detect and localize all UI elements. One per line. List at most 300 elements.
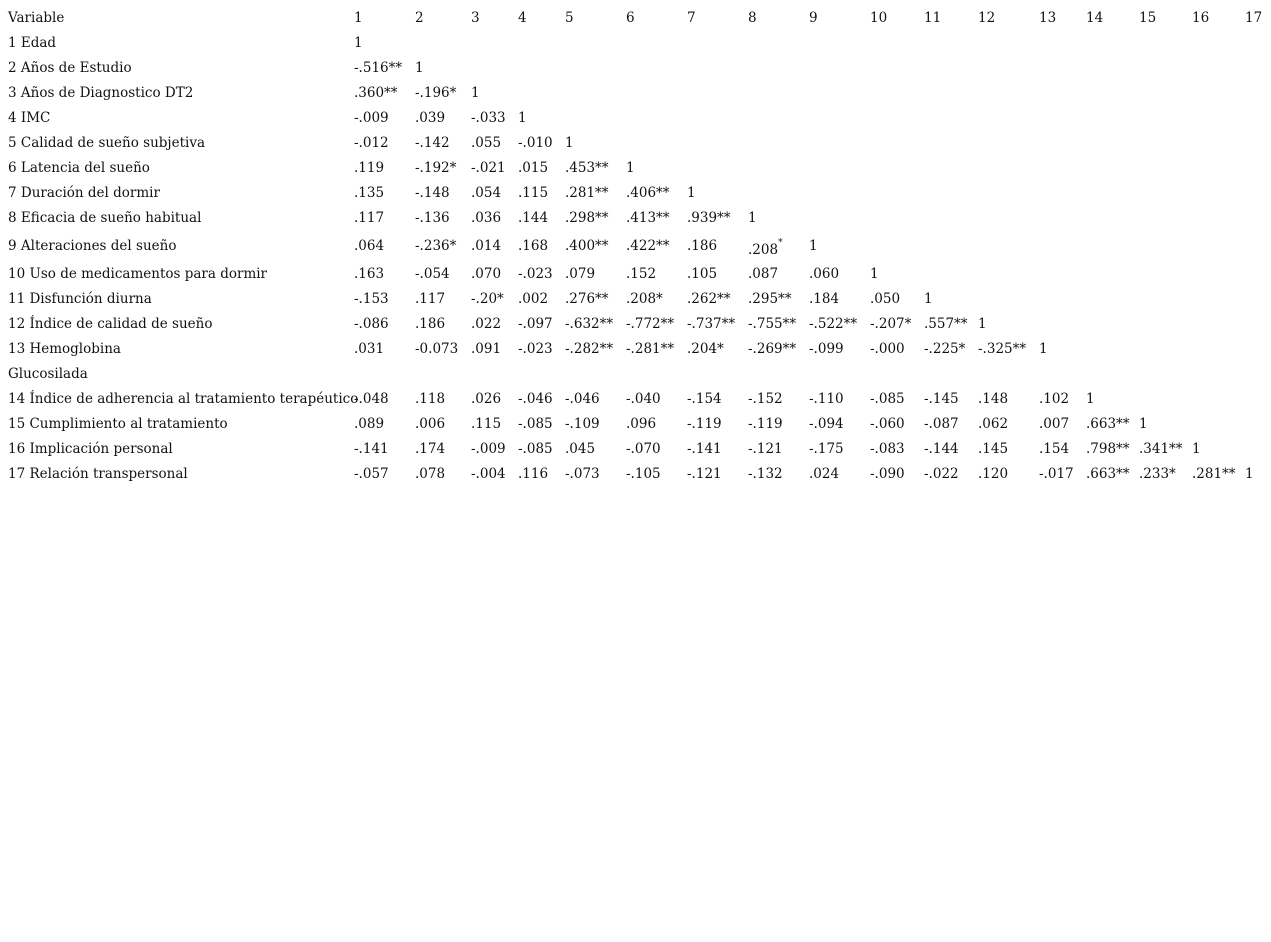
correlation-value: -.281** — [626, 340, 675, 357]
empty-cell — [870, 361, 924, 386]
row-label: 1 Edad — [8, 34, 57, 51]
empty-cell — [1245, 286, 1271, 311]
empty-cell — [626, 130, 687, 155]
empty-cell — [1245, 30, 1271, 55]
empty-cell — [1245, 205, 1271, 230]
empty-cell — [1245, 105, 1271, 130]
correlation-value: -.033 — [471, 109, 506, 126]
empty-cell — [1086, 286, 1139, 311]
row-label: 6 Latencia del sueño — [8, 159, 150, 176]
empty-cell — [518, 30, 565, 55]
empty-cell — [1245, 155, 1271, 180]
correlation-value: -.009 — [471, 440, 506, 457]
header-cell: 5 — [565, 9, 574, 26]
empty-cell — [1245, 80, 1271, 105]
correlation-value: -.087 — [924, 415, 959, 432]
correlation-value: .050 — [870, 290, 901, 307]
correlation-value: .120 — [978, 465, 1009, 482]
correlation-value: 1 — [687, 184, 696, 201]
correlation-value: 1 — [1245, 465, 1254, 482]
correlation-value: -.060 — [870, 415, 905, 432]
correlation-value: .208* — [748, 237, 783, 258]
correlation-value: -.152 — [748, 390, 783, 407]
empty-cell — [870, 55, 924, 80]
correlation-value: -.109 — [565, 415, 600, 432]
correlation-value: .453** — [565, 159, 609, 176]
correlation-value: .663** — [1086, 465, 1130, 482]
empty-cell — [924, 80, 978, 105]
empty-cell — [626, 55, 687, 80]
empty-cell — [565, 361, 626, 386]
correlation-value: .116 — [518, 465, 549, 482]
empty-cell — [1139, 155, 1192, 180]
empty-cell — [1086, 130, 1139, 155]
correlation-value: -.110 — [809, 390, 844, 407]
empty-cell — [1192, 411, 1245, 436]
correlation-value: -.119 — [687, 415, 722, 432]
correlation-value: -.121 — [687, 465, 722, 482]
header-cell: 9 — [809, 9, 818, 26]
empty-cell — [1192, 30, 1245, 55]
correlation-value: -.083 — [870, 440, 905, 457]
empty-cell — [687, 130, 748, 155]
empty-cell — [809, 105, 870, 130]
correlation-value: .204* — [687, 340, 724, 357]
correlation-value: -.054 — [415, 265, 450, 282]
row-label: 15 Cumplimiento al tratamiento — [8, 415, 228, 432]
correlation-value: -.046 — [565, 390, 600, 407]
correlation-value: -.085 — [518, 440, 553, 457]
correlation-value: -.105 — [626, 465, 661, 482]
correlation-value: -.522** — [809, 315, 858, 332]
empty-cell — [809, 130, 870, 155]
header-cell: 14 — [1086, 9, 1104, 26]
header-row — [8, 5, 1271, 30]
correlation-value: .002 — [518, 290, 549, 307]
empty-cell — [565, 80, 626, 105]
empty-cell — [809, 30, 870, 55]
empty-cell — [978, 80, 1039, 105]
correlation-value: .117 — [415, 290, 446, 307]
correlation-value: 1 — [870, 265, 879, 282]
correlation-value: -.192* — [415, 159, 457, 176]
empty-cell — [1086, 30, 1139, 55]
empty-cell — [518, 361, 565, 386]
row-label: 16 Implicación personal — [8, 440, 173, 457]
correlation-value: -.144 — [924, 440, 959, 457]
correlation-value: -.090 — [870, 465, 905, 482]
empty-cell — [1039, 230, 1086, 261]
empty-cell — [809, 361, 870, 386]
row-label: 13 Hemoglobina — [8, 340, 121, 357]
correlation-value: -.755** — [748, 315, 797, 332]
correlation-value: .413** — [626, 209, 670, 226]
correlation-value: -.040 — [626, 390, 661, 407]
correlation-value: -.225* — [924, 340, 966, 357]
empty-cell — [1139, 80, 1192, 105]
correlation-value: .557** — [924, 315, 968, 332]
empty-cell — [1039, 361, 1086, 386]
empty-cell — [1139, 311, 1192, 336]
table-row — [8, 30, 1271, 55]
empty-cell — [1039, 80, 1086, 105]
correlation-value: -.119 — [748, 415, 783, 432]
correlation-value: .119 — [354, 159, 385, 176]
empty-cell — [1086, 336, 1139, 361]
correlation-value: .168 — [518, 237, 549, 254]
empty-cell — [870, 230, 924, 261]
correlation-value: .148 — [978, 390, 1009, 407]
correlation-value: .026 — [471, 390, 502, 407]
empty-cell — [978, 55, 1039, 80]
empty-cell — [1039, 205, 1086, 230]
empty-cell — [471, 30, 518, 55]
empty-cell — [924, 205, 978, 230]
empty-cell — [1039, 155, 1086, 180]
empty-cell — [809, 180, 870, 205]
correlation-value: -.000 — [870, 340, 905, 357]
correlation-value: 1 — [354, 34, 363, 51]
correlation-value: .031 — [354, 340, 385, 357]
header-cell: 12 — [978, 9, 996, 26]
row-label: 10 Uso de medicamentos para dormir — [8, 265, 268, 282]
empty-cell — [1192, 230, 1245, 261]
empty-cell — [1086, 361, 1139, 386]
correlation-value: -0.073 — [415, 340, 459, 357]
correlation-value: -.196* — [415, 84, 457, 101]
correlation-value: .184 — [809, 290, 840, 307]
empty-cell — [1086, 180, 1139, 205]
correlation-value: 1 — [626, 159, 635, 176]
table-row — [8, 386, 1271, 411]
correlation-value: .015 — [518, 159, 549, 176]
empty-cell — [1086, 230, 1139, 261]
correlation-value: .360** — [354, 84, 398, 101]
header-cell: Variable — [8, 9, 65, 26]
empty-cell — [471, 361, 518, 386]
empty-cell — [626, 361, 687, 386]
correlation-value: .341** — [1139, 440, 1183, 457]
empty-cell — [924, 361, 978, 386]
correlation-value: .152 — [626, 265, 657, 282]
empty-cell — [870, 30, 924, 55]
correlation-value: 1 — [1039, 340, 1048, 357]
row-label: 11 Disfunción diurna — [8, 290, 152, 307]
empty-cell — [1139, 205, 1192, 230]
header-cell: 15 — [1139, 9, 1157, 26]
correlation-value: -.070 — [626, 440, 661, 457]
table-row — [8, 180, 1271, 205]
header-cell: 16 — [1192, 9, 1210, 26]
empty-cell — [565, 105, 626, 130]
empty-cell — [687, 55, 748, 80]
empty-cell — [1039, 180, 1086, 205]
empty-cell — [809, 155, 870, 180]
empty-cell — [748, 80, 809, 105]
correlation-value: 1 — [978, 315, 987, 332]
correlation-value: .087 — [748, 265, 779, 282]
correlation-value: -.142 — [415, 134, 450, 151]
empty-cell — [1192, 386, 1245, 411]
header-cell: 6 — [626, 9, 635, 26]
correlation-value: .117 — [354, 209, 385, 226]
header-cell: 7 — [687, 9, 696, 26]
table-row — [8, 336, 1271, 361]
table-row — [8, 461, 1271, 486]
correlation-value: -.010 — [518, 134, 553, 151]
correlation-value: .281** — [565, 184, 609, 201]
empty-cell — [687, 155, 748, 180]
empty-cell — [354, 361, 415, 386]
header-cell: 17 — [1245, 9, 1263, 26]
correlation-value: .163 — [354, 265, 385, 282]
correlation-value: -.048 — [354, 390, 389, 407]
correlation-value: -.136 — [415, 209, 450, 226]
correlation-value: .105 — [687, 265, 718, 282]
correlation-value: -.073 — [565, 465, 600, 482]
empty-cell — [870, 130, 924, 155]
empty-cell — [626, 105, 687, 130]
correlation-value: -.632** — [565, 315, 614, 332]
correlation-value: .144 — [518, 209, 549, 226]
empty-cell — [1086, 155, 1139, 180]
empty-cell — [1086, 105, 1139, 130]
row-label: 7 Duración del dormir — [8, 184, 160, 201]
empty-cell — [1086, 55, 1139, 80]
empty-cell — [1192, 80, 1245, 105]
empty-cell — [1192, 155, 1245, 180]
empty-cell — [924, 261, 978, 286]
correlation-value: -.148 — [415, 184, 450, 201]
empty-cell — [1139, 336, 1192, 361]
correlation-value: -.516** — [354, 59, 403, 76]
table-row — [8, 205, 1271, 230]
correlation-value: .145 — [978, 440, 1009, 457]
empty-cell — [1039, 105, 1086, 130]
table-row — [8, 105, 1271, 130]
empty-cell — [1086, 80, 1139, 105]
empty-cell — [1192, 205, 1245, 230]
empty-cell — [1139, 130, 1192, 155]
correlation-value: .663** — [1086, 415, 1130, 432]
correlation-value: .070 — [471, 265, 502, 282]
correlation-value: .039 — [415, 109, 446, 126]
table-row — [8, 361, 1271, 386]
header-cell: 3 — [471, 9, 480, 26]
header-cell: 8 — [748, 9, 757, 26]
correlation-value: -.154 — [687, 390, 722, 407]
correlation-value: .055 — [471, 134, 502, 151]
empty-cell — [978, 30, 1039, 55]
correlation-value: 1 — [471, 84, 480, 101]
empty-cell — [415, 361, 471, 386]
correlation-value: .014 — [471, 237, 502, 254]
empty-cell — [1245, 361, 1271, 386]
table-body — [8, 30, 1271, 486]
correlation-value: -.121 — [748, 440, 783, 457]
empty-cell — [1192, 286, 1245, 311]
correlation-value: -.282** — [565, 340, 614, 357]
correlation-value: -.141 — [687, 440, 722, 457]
correlation-value: -.269** — [748, 340, 797, 357]
table-row — [8, 436, 1271, 461]
table-row — [8, 130, 1271, 155]
empty-cell — [1139, 30, 1192, 55]
correlation-value: .096 — [626, 415, 657, 432]
empty-cell — [1245, 261, 1271, 286]
correlation-value: -.085 — [518, 415, 553, 432]
correlation-value: -.097 — [518, 315, 553, 332]
correlation-value: .022 — [471, 315, 502, 332]
empty-cell — [1192, 336, 1245, 361]
correlation-value: -.012 — [354, 134, 389, 151]
empty-cell — [518, 55, 565, 80]
correlation-value: 1 — [565, 134, 574, 151]
empty-cell — [924, 30, 978, 55]
empty-cell — [1192, 105, 1245, 130]
empty-cell — [1245, 130, 1271, 155]
correlation-value: 1 — [748, 209, 757, 226]
row-label: 14 Índice de adherencia al tratamiento terapéutico — [8, 390, 359, 407]
empty-cell — [924, 105, 978, 130]
correlation-value: -.023 — [518, 340, 553, 357]
row-label: 5 Calidad de sueño subjetiva — [8, 134, 206, 151]
empty-cell — [924, 130, 978, 155]
empty-cell — [1039, 311, 1086, 336]
empty-cell — [978, 105, 1039, 130]
empty-cell — [518, 80, 565, 105]
correlation-value: -.132 — [748, 465, 783, 482]
empty-cell — [870, 180, 924, 205]
correlation-value: .406** — [626, 184, 670, 201]
correlation-value: -.325** — [978, 340, 1027, 357]
empty-cell — [1245, 436, 1271, 461]
correlation-value: .174 — [415, 440, 446, 457]
correlation-value: .281** — [1192, 465, 1236, 482]
correlation-value: -.009 — [354, 109, 389, 126]
empty-cell — [471, 55, 518, 80]
empty-cell — [748, 55, 809, 80]
empty-cell — [978, 155, 1039, 180]
empty-cell — [870, 205, 924, 230]
correlation-value: 1 — [1139, 415, 1148, 432]
empty-cell — [809, 205, 870, 230]
table-row — [8, 155, 1271, 180]
empty-cell — [1192, 361, 1245, 386]
correlation-value: 1 — [924, 290, 933, 307]
correlation-value: -.085 — [870, 390, 905, 407]
empty-cell — [1086, 205, 1139, 230]
correlation-table — [8, 5, 1271, 486]
correlation-value: .400** — [565, 237, 609, 254]
empty-cell — [1245, 336, 1271, 361]
correlation-value: -.022 — [924, 465, 959, 482]
correlation-value: -.737** — [687, 315, 736, 332]
empty-cell — [924, 180, 978, 205]
correlation-value: -.046 — [518, 390, 553, 407]
correlation-value: -.236* — [415, 237, 457, 254]
empty-cell — [626, 80, 687, 105]
correlation-value: .422** — [626, 237, 670, 254]
correlation-value: .186 — [687, 237, 718, 254]
table-row — [8, 230, 1271, 261]
row-label: 8 Eficacia de sueño habitual — [8, 209, 202, 226]
empty-cell — [748, 155, 809, 180]
correlation-value: .054 — [471, 184, 502, 201]
correlation-value: -.021 — [471, 159, 506, 176]
empty-cell — [1039, 130, 1086, 155]
correlation-value: -.772** — [626, 315, 675, 332]
correlation-value: .060 — [809, 265, 840, 282]
empty-cell — [748, 180, 809, 205]
empty-cell — [1192, 55, 1245, 80]
correlation-value: 1 — [1086, 390, 1095, 407]
empty-cell — [1139, 230, 1192, 261]
empty-cell — [1192, 180, 1245, 205]
header-cell: 1 — [354, 9, 363, 26]
empty-cell — [626, 30, 687, 55]
correlation-value: -.057 — [354, 465, 389, 482]
empty-cell — [978, 205, 1039, 230]
correlation-value: .798** — [1086, 440, 1130, 457]
correlation-value: .186 — [415, 315, 446, 332]
empty-cell — [1139, 55, 1192, 80]
correlation-value: .079 — [565, 265, 596, 282]
empty-cell — [1192, 261, 1245, 286]
empty-cell — [1039, 261, 1086, 286]
empty-cell — [748, 30, 809, 55]
empty-cell — [870, 155, 924, 180]
empty-cell — [1139, 361, 1192, 386]
correlation-value: .939** — [687, 209, 731, 226]
correlation-value: .089 — [354, 415, 385, 432]
empty-cell — [978, 361, 1039, 386]
correlation-value: -.004 — [471, 465, 506, 482]
correlation-value: -.094 — [809, 415, 844, 432]
empty-cell — [1245, 230, 1271, 261]
empty-cell — [1039, 286, 1086, 311]
empty-cell — [1139, 286, 1192, 311]
correlation-value: .024 — [809, 465, 840, 482]
correlation-value: -.175 — [809, 440, 844, 457]
correlation-value: .298** — [565, 209, 609, 226]
row-label: 9 Alteraciones del sueño — [8, 237, 177, 254]
empty-cell — [1245, 411, 1271, 436]
empty-cell — [1086, 261, 1139, 286]
empty-cell — [1192, 311, 1245, 336]
empty-cell — [1086, 311, 1139, 336]
empty-cell — [1192, 130, 1245, 155]
empty-cell — [978, 130, 1039, 155]
empty-cell — [809, 55, 870, 80]
row-label: 17 Relación transpersonal — [8, 465, 188, 482]
empty-cell — [870, 80, 924, 105]
table-row — [8, 80, 1271, 105]
correlation-value: -.207* — [870, 315, 912, 332]
table-row — [8, 411, 1271, 436]
correlation-value: -.153 — [354, 290, 389, 307]
table-row — [8, 311, 1271, 336]
empty-cell — [870, 105, 924, 130]
empty-cell — [415, 30, 471, 55]
correlation-value: -.145 — [924, 390, 959, 407]
correlation-value: -.20* — [471, 290, 504, 307]
table-row — [8, 261, 1271, 286]
empty-cell — [687, 80, 748, 105]
row-label: 3 Años de Diagnostico DT2 — [8, 84, 194, 101]
empty-cell — [978, 261, 1039, 286]
empty-cell — [809, 80, 870, 105]
